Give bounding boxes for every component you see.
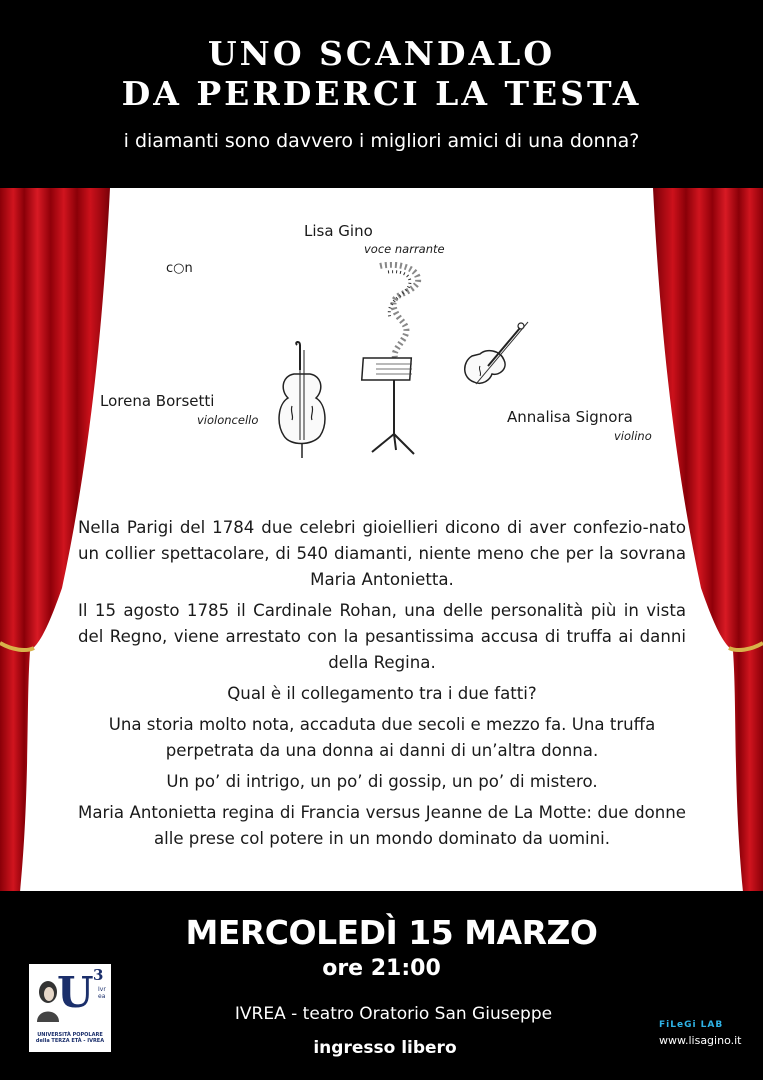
paragraph-4: Una storia molto nota, accaduta due secoli e mezzo fa. Una truffa perpetrata da una donna ai danni di un’altra donna. [108,715,656,760]
narrator-role: voce narrante [364,242,445,256]
con-label: c○n [166,261,193,276]
u3-exponent: 3 [93,966,104,984]
event-entry: ingresso libero [313,1038,457,1058]
paragraph-3: Qual è il collegamento tra i due fatti? [227,684,537,703]
subtitle: i diamanti sono davvero i migliori amici di una donna? [123,130,640,152]
header-band [0,0,763,188]
cellist-role: violoncello [197,413,259,427]
filigi-lab-logo [659,1020,723,1030]
website: www.lisagino.it [659,1034,742,1047]
filigi-text: FiLeGi LAB [659,1020,724,1030]
cello-icon [272,340,334,460]
paragraph-5: Un po’ di intrigo, un po’ di gossip, un po’ di mistero. [166,772,598,791]
paragraph-2: Il 15 agosto 1785 il Cardinale Rohan, una delle personalità più in vista del Regno, viene arrestato con la pesantissima accusa di truffa ai danni della Regina. [78,601,686,672]
u3-side-text: Ivrea [98,986,106,1000]
music-stand-icon [350,262,440,456]
paragraph-6: Maria Antonietta regina di Francia versus Jeanne de La Motte: due donne alle prese col potere in un mondo dominato da uomini. [78,803,686,848]
narrator-name: Lisa Gino [304,222,373,240]
event-date: MERCOLEDÌ 15 MARZO [185,913,598,952]
violinist-role: violino [614,429,652,443]
u3-logo [29,964,111,1052]
event-venue: IVREA - teatro Oratorio San Giuseppe [234,1004,553,1024]
u3-caption: UNIVERSITÀ POPOLARE della TERZA ETÀ - IVREA [35,1032,105,1044]
description [78,515,686,857]
cellist-name: Lorena Borsetti [100,392,215,410]
paragraph-1: Nella Parigi del 1784 due celebri gioiellieri dicono di aver confezio-nato un collier spettacolare, di 540 diamanti, niente meno che per la sovrana Maria Antonietta. [78,518,686,589]
event-time: ore 21:00 [322,956,441,981]
violinist-name: Annalisa Signora [507,408,633,426]
title-line-2: DA PERDERCI LA TESTA [121,74,642,113]
title-line-1: UNO SCANDALO [207,34,556,73]
u3-letter: U [57,968,94,1017]
violin-icon [458,318,530,390]
